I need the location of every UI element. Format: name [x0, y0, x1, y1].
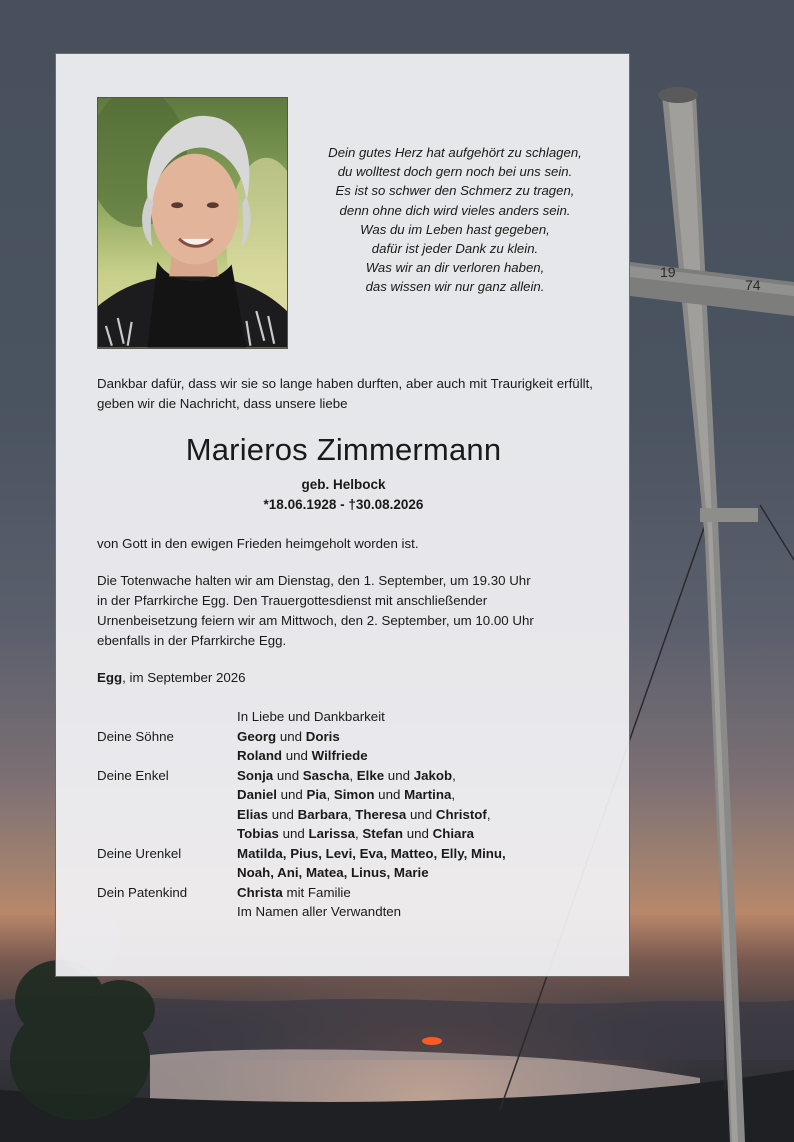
name-part: Simon [333, 787, 375, 802]
mourner-row [97, 727, 597, 747]
poem-line: du wolltest doch gern noch bei uns sein. [337, 164, 573, 180]
poem-line: denn ohne dich wird vieles anders sein. [339, 202, 571, 218]
name-part: Chiara [432, 826, 475, 841]
relation-names [237, 805, 491, 825]
name-part: und [403, 826, 433, 841]
name-part: Georg [237, 728, 277, 744]
name-part: Christa [237, 884, 283, 900]
name-part: und [384, 767, 414, 783]
mourner-row [97, 902, 597, 922]
relation-label [97, 902, 237, 922]
name-part: , [349, 767, 357, 783]
name-part: Matilda, Pius, Levi, Eva, Matteo, Elly, Minu, [237, 845, 506, 861]
name-part: Theresa [355, 806, 407, 822]
name-part: , [452, 767, 456, 783]
mourner-row [97, 883, 597, 903]
name-part: und [406, 806, 436, 822]
poem-line: das wissen wir nur ganz allein. [365, 279, 545, 295]
name-part: Barbara [297, 806, 348, 822]
name-part: Elke [356, 767, 385, 783]
name-part: , [451, 787, 456, 802]
name-part: Larissa [308, 826, 356, 841]
name-part: Sonja [237, 767, 274, 783]
mourner-row [97, 863, 597, 883]
name-part: , [355, 826, 363, 841]
relation-label: Deine Urenkel [97, 845, 182, 861]
name-part: und [278, 826, 309, 841]
poem-line: Es ist so schwer den Schmerz zu tragen, [335, 183, 575, 199]
mourner-row [97, 785, 597, 805]
mourner-row [97, 844, 597, 864]
poem-line: Dein gutes Herz hat aufgehört zu schlagen, [328, 145, 582, 160]
name-part: Roland [237, 748, 283, 763]
funeral-line: ebenfalls in der Pfarrkirche Egg. [97, 633, 287, 648]
relation-label: Deine Söhne [97, 728, 174, 744]
name-part: Martina [404, 787, 452, 802]
mourners-list [97, 707, 597, 922]
guy-wire-right [760, 505, 794, 560]
name-part: , [326, 787, 334, 802]
relation-label [97, 805, 237, 825]
relation-label [97, 863, 237, 883]
funeral-line: Urnenbeisetzung feiern wir am Mittwoch, den 2. September, um 10.00 Uhr [97, 613, 534, 628]
relation-names [237, 883, 351, 903]
place-town: Egg [97, 670, 123, 685]
place-date-text: , im September 2026 [122, 670, 246, 685]
cross-carving-right: 74 [745, 277, 761, 293]
relation-names [237, 844, 506, 864]
birth-name: geb. Helbock [301, 477, 386, 492]
name-part: und [374, 787, 405, 802]
name-part: Tobias [237, 826, 279, 841]
poem-line: Was wir an dir verloren haben, [365, 260, 545, 276]
funeral-line: in der Pfarrkirche Egg. Den Trauergottesdienst mit anschließender [97, 593, 488, 608]
name-part: Im Namen aller Verwandten [237, 904, 402, 919]
cross-carving-left: 19 [660, 264, 676, 280]
poem-line: Was du im Leben hast gegeben, [360, 221, 550, 237]
poem-line: dafür ist jeder Dank zu klein. [371, 241, 539, 257]
relation-names [237, 766, 456, 786]
funeral-details [97, 571, 593, 651]
relation-label: Deine Enkel [97, 767, 169, 783]
relation-names [237, 707, 385, 727]
relation-label [97, 707, 237, 727]
mourner-row [97, 766, 597, 786]
portrait-photo [97, 97, 288, 349]
name-part: , [486, 806, 491, 822]
name-part: Doris [305, 728, 340, 744]
funeral-line: Die Totenwache halten wir am Dienstag, den 1. September, um 19.30 Uhr [97, 573, 531, 588]
mourner-row [97, 707, 597, 727]
relation-names [237, 902, 401, 922]
life-dates: *18.06.1928 - †30.08.2026 [263, 497, 424, 512]
name-part: und [273, 767, 303, 783]
relation-names [237, 727, 340, 747]
memorial-poem [296, 143, 614, 297]
sun [422, 1037, 442, 1045]
name-part: Elias [237, 806, 269, 822]
relation-names [237, 746, 368, 766]
intro-text: Dankbar dafür, dass wir sie so lange haben durften, aber auch mit Traurigkeit erfüllt, geben wir die Nachricht, dass unsere liebe [97, 376, 593, 411]
relation-label: Dein Patenkind [97, 884, 188, 900]
relation-names [237, 824, 474, 844]
relation-label [97, 824, 237, 844]
relation-names [237, 785, 455, 805]
name-part: mit Familie [282, 884, 351, 900]
relation-label [97, 746, 237, 766]
name-part: Jakob [413, 767, 453, 783]
name-part: Wilfriede [311, 748, 368, 763]
name-part: Sascha [302, 767, 350, 783]
place-date [97, 668, 246, 688]
name-part: Christof [435, 806, 487, 822]
mourner-row [97, 805, 597, 825]
name-part: , [347, 806, 356, 822]
name-part: Stefan [362, 826, 404, 841]
name-part: Daniel [237, 787, 277, 802]
name-part: und [276, 787, 307, 802]
name-part: In Liebe und Dankbarkeit [237, 709, 385, 724]
mourner-row [97, 824, 597, 844]
name-part: und [276, 728, 306, 744]
mourner-row [97, 746, 597, 766]
relation-label [97, 785, 237, 805]
name-part: Pia [306, 787, 327, 802]
name-part: Noah, Ani, Matea, Linus, Marie [237, 865, 429, 880]
name-part: und [282, 748, 312, 763]
obituary-card [55, 53, 630, 977]
name-part: und [268, 806, 298, 822]
deceased-name: Marieros Zimmermann [185, 432, 502, 467]
relation-names [237, 863, 429, 883]
peace-line: von Gott in den ewigen Frieden heimgeholt worden ist. [97, 536, 419, 551]
